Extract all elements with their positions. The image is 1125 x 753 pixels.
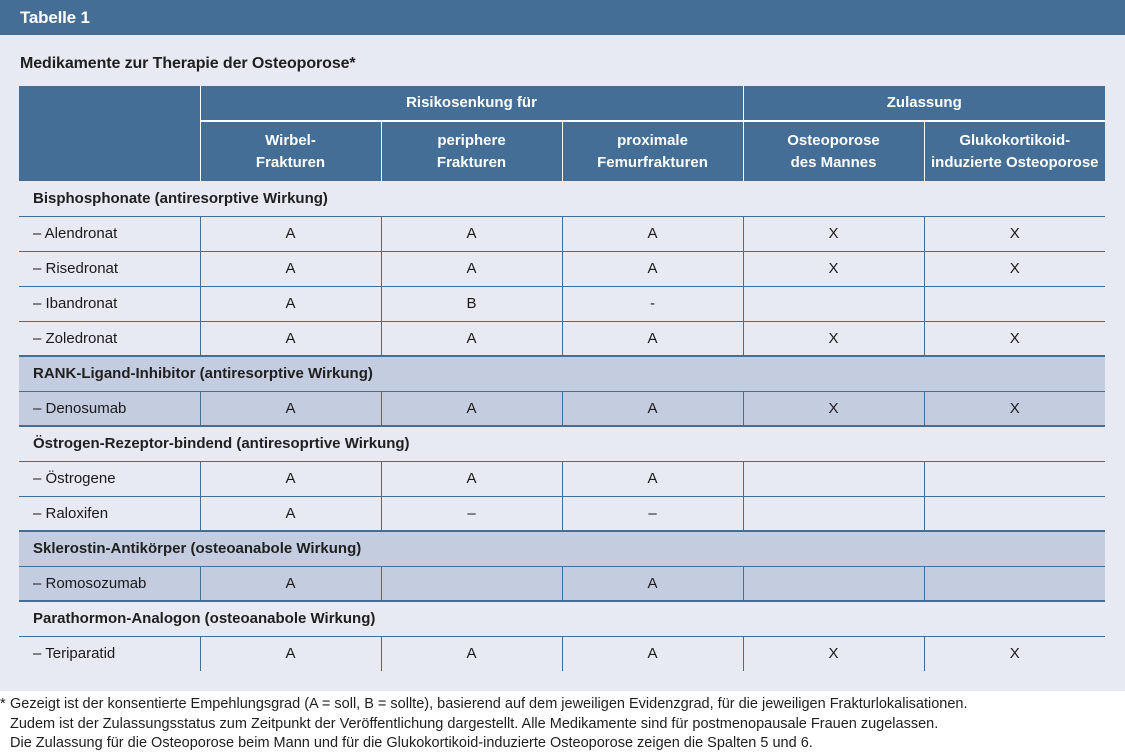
cell-proximal-femur-fractures: A	[562, 566, 743, 601]
table-caption: Medikamente zur Therapie der Osteoporose*	[20, 55, 356, 72]
drug-class-label: Bisphosphonate (antiresorptive Wirkung)	[33, 189, 328, 207]
cell-glucocorticoid-osteoporosis: X	[924, 391, 1105, 426]
drug-class-label: Parathormon-Analogon (osteoanabole Wirkung)	[19, 601, 1105, 636]
cell-peripheral-fractures: A	[381, 391, 562, 426]
cell-peripheral-fractures: B	[381, 286, 562, 321]
cell-proximal-femur-fractures: A	[562, 216, 743, 251]
table-row	[19, 251, 1105, 286]
table-row	[19, 461, 1105, 496]
footnote-line	[0, 715, 968, 735]
table-row	[19, 216, 1105, 251]
cell-glucocorticoid-osteoporosis: X	[924, 321, 1105, 356]
column-header-line2: induzierte Osteoporose	[930, 154, 1099, 171]
cell-male-osteoporosis	[743, 496, 924, 531]
drug-name: – Teriparatid	[19, 636, 200, 671]
cell-vertebral-fractures: A	[200, 321, 381, 356]
column-header-line2: Frakturen	[436, 154, 507, 171]
cell-peripheral-fractures: –	[381, 496, 562, 531]
cell-glucocorticoid-osteoporosis	[924, 566, 1105, 601]
medication-table	[19, 86, 1105, 671]
cell-vertebral-fractures: A	[200, 461, 381, 496]
table-header	[19, 86, 1105, 181]
group-row	[19, 181, 1105, 216]
cell-peripheral-fractures: A	[381, 461, 562, 496]
cell-vertebral-fractures: A	[200, 566, 381, 601]
cell-proximal-femur-fractures: -	[562, 286, 743, 321]
cell-peripheral-fractures	[381, 566, 562, 601]
table-row	[19, 391, 1105, 426]
table-row	[19, 286, 1105, 321]
column-header-peripheral-fractures	[381, 121, 562, 181]
table-row	[19, 321, 1105, 356]
footnote-marker: *	[0, 696, 6, 712]
drug-class-label: Sklerostin-Antikörper (osteoanabole Wirkung)	[19, 531, 1105, 566]
cell-vertebral-fractures: A	[200, 496, 381, 531]
table-body	[19, 181, 1105, 671]
group-row	[19, 426, 1105, 461]
cell-vertebral-fractures: A	[200, 636, 381, 671]
footnote	[0, 695, 968, 753]
cell-peripheral-fractures: A	[381, 216, 562, 251]
column-header-proximal-femur-fractures	[562, 121, 743, 181]
footnote-text: Die Zulassung für die Osteoporose beim Mann und für die Glukokortikoid-induzierte Osteoporose zeigen die Spalten 5 und 6.	[10, 735, 813, 751]
column-header-male-osteoporosis	[743, 121, 924, 181]
cell-glucocorticoid-osteoporosis	[924, 496, 1105, 531]
cell-male-osteoporosis: X	[743, 216, 924, 251]
cell-male-osteoporosis	[743, 566, 924, 601]
drug-class-label: Östrogen-Rezeptor-bindend (antiresoprtive Wirkung)	[19, 426, 1105, 461]
group-header-approval: Zulassung	[743, 86, 1105, 121]
cell-proximal-femur-fractures: A	[562, 251, 743, 286]
cell-peripheral-fractures: A	[381, 251, 562, 286]
cell-proximal-femur-fractures: A	[562, 461, 743, 496]
drug-name: – Denosumab	[19, 391, 200, 426]
footnote-text: Zudem ist der Zulassungsstatus zum Zeitpunkt der Veröffentlichung dargestellt. Alle Medikamente sind für postmenopausale Frauen zugelassen.	[10, 715, 939, 732]
cell-proximal-femur-fractures: A	[562, 636, 743, 671]
column-header-line1: Wirbel-	[265, 132, 316, 149]
cell-glucocorticoid-osteoporosis	[924, 286, 1105, 321]
cell-proximal-femur-fractures: A	[562, 391, 743, 426]
cell-vertebral-fractures: A	[200, 251, 381, 286]
cell-male-osteoporosis: X	[743, 636, 924, 671]
drug-name: – Raloxifen	[19, 496, 200, 531]
column-header-line1: periphere	[437, 132, 506, 149]
cell-glucocorticoid-osteoporosis: X	[924, 251, 1105, 286]
drug-name: – Romosozumab	[19, 566, 200, 601]
table-number-label: Tabelle 1	[20, 8, 90, 27]
cell-vertebral-fractures: A	[200, 391, 381, 426]
cell-male-osteoporosis: X	[743, 391, 924, 426]
drug-name: – Ibandronat	[19, 286, 200, 321]
footnote-line	[0, 695, 968, 715]
table-row	[19, 496, 1105, 531]
drug-name: – Östrogene	[19, 461, 200, 496]
group-header-risk-reduction: Risikosenkung für	[200, 86, 743, 121]
column-header-line2: des Mannes	[790, 154, 877, 171]
cell-glucocorticoid-osteoporosis: X	[924, 636, 1105, 671]
cell-proximal-femur-fractures: A	[562, 321, 743, 356]
drug-name: – Risedronat	[19, 251, 200, 286]
cell-male-osteoporosis	[743, 461, 924, 496]
column-header-vertebral-fractures	[200, 121, 381, 181]
column-header-line1: Osteoporose	[787, 132, 880, 149]
cell-proximal-femur-fractures: –	[562, 496, 743, 531]
cell-glucocorticoid-osteoporosis: X	[924, 216, 1105, 251]
header-blank-cell	[19, 86, 200, 181]
cell-male-osteoporosis	[743, 286, 924, 321]
column-header-line2: Femurfrakturen	[597, 154, 708, 171]
footnote-text: Gezeigt ist der konsentierte Empehlungsgrad (A = soll, B = sollte), basierend auf dem jeweiligen Evidenzgrad, für die jeweiligen Frakturlokalisationen.	[10, 696, 968, 712]
table-row	[19, 566, 1105, 601]
cell-glucocorticoid-osteoporosis	[924, 461, 1105, 496]
column-header-glucocorticoid-osteoporosis	[924, 121, 1105, 181]
cell-peripheral-fractures: A	[381, 321, 562, 356]
drug-name: – Alendronat	[19, 216, 200, 251]
column-header-line1: proximale	[617, 132, 688, 149]
group-row	[19, 531, 1105, 566]
cell-vertebral-fractures: A	[200, 216, 381, 251]
cell-male-osteoporosis: X	[743, 251, 924, 286]
drug-name: – Zoledronat	[19, 321, 200, 356]
column-header-line2: Frakturen	[255, 154, 326, 171]
table-row	[19, 636, 1105, 671]
table-title-bar	[0, 0, 1125, 35]
group-row	[19, 601, 1105, 636]
cell-peripheral-fractures: A	[381, 636, 562, 671]
column-header-line1: Glukokortikoid-	[959, 132, 1071, 149]
footnote-line	[0, 734, 968, 753]
cell-male-osteoporosis: X	[743, 321, 924, 356]
group-row	[19, 356, 1105, 391]
drug-class-label: RANK-Ligand-Inhibitor (antiresorptive Wirkung)	[19, 356, 1105, 391]
cell-vertebral-fractures: A	[200, 286, 381, 321]
